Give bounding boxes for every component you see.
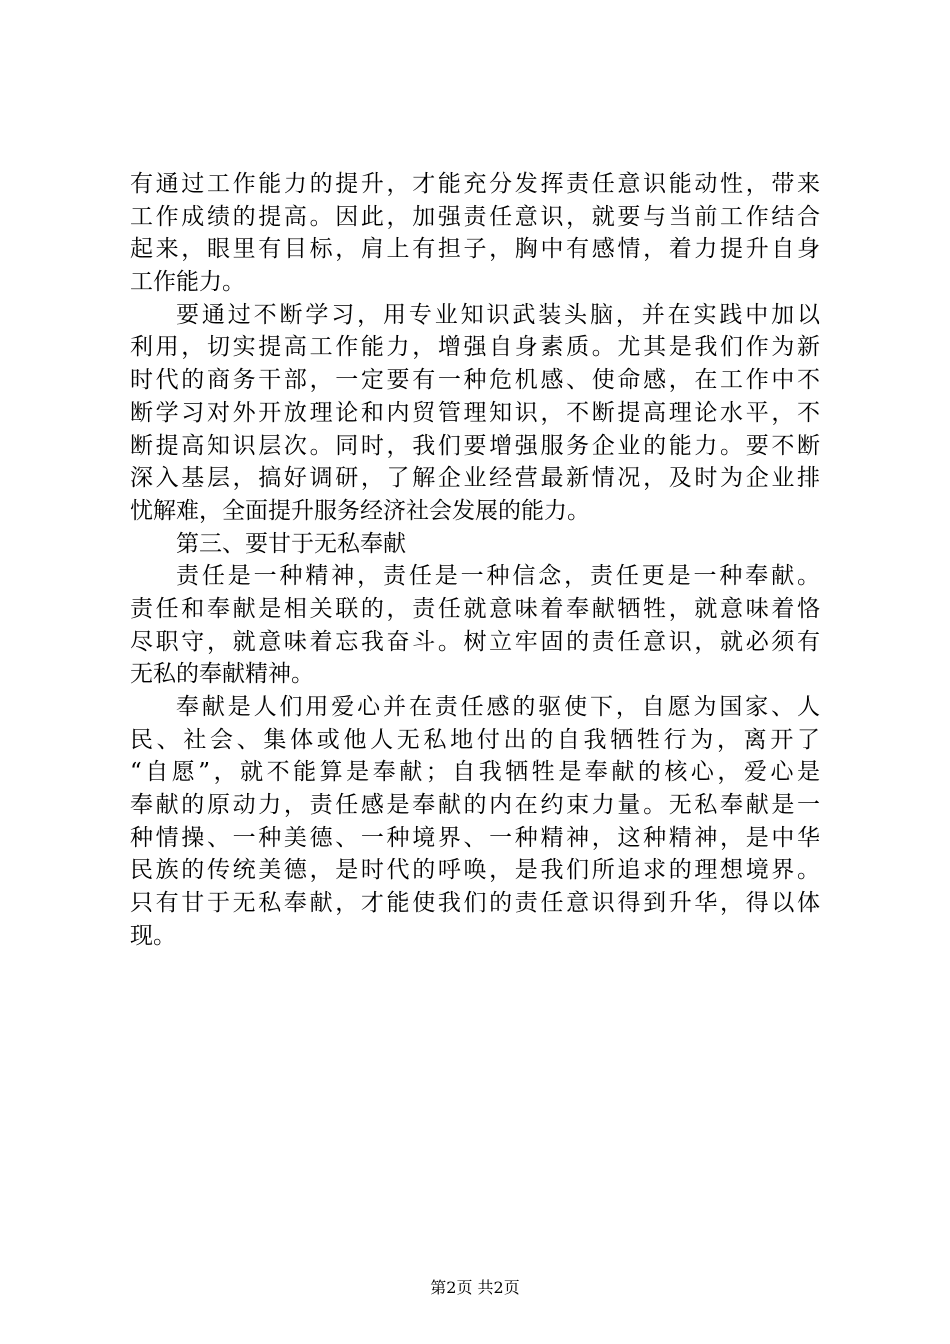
text-line: 断提高知识层次。同时，我们要增强服务企业的能力。要不断	[130, 432, 820, 459]
text-line: 奉献是人们用爱心并在责任感的驱使下，自愿为国家、人	[176, 694, 820, 720]
text-line: 奉献的原动力，责任感是奉献的内在约束力量。无私奉献是一	[130, 792, 820, 819]
text-line: 起来，眼里有目标，肩上有担子，胸中有感情，着力提升自身	[130, 236, 820, 263]
paragraph	[130, 691, 820, 953]
section-heading-text: 第三、要甘于无私奉献	[176, 530, 406, 557]
text-line: 工作成绩的提高。因此，加强责任意识，就要与当前工作结合	[130, 203, 820, 230]
text-line: 无私的奉献精神。	[130, 661, 314, 688]
text-line: 民族的传统美德，是时代的呼唤，是我们所追求的理想境界。	[130, 857, 820, 884]
text-line: 种情操、一种美德、一种境界、一种精神，这种精神，是中华	[130, 824, 820, 851]
text-line: 要通过不断学习，用专业知识武装头脑，并在实践中加以	[176, 301, 820, 328]
paragraph	[130, 560, 820, 691]
text-line: 利用，切实提高工作能力，增强自身素质。尤其是我们作为新	[130, 334, 820, 361]
text-line: 现。	[130, 922, 176, 949]
text-line: 有通过工作能力的提升，才能充分发挥责任意识能动性，带来	[130, 171, 820, 197]
text-line: 工作能力。	[130, 269, 245, 296]
text-line: 责任和奉献是相关联的，责任就意味着奉献牺牲，就意味着恪	[130, 595, 820, 622]
page-footer	[0, 1278, 950, 1298]
text-line: “自愿”，就不能算是奉献；自我牺牲是奉献的核心，爱心是	[130, 759, 820, 786]
page-number-label: 第2页 共2页	[430, 1278, 520, 1297]
paragraph	[130, 299, 820, 528]
paragraph	[130, 168, 820, 299]
text-line: 只有甘于无私奉献，才能使我们的责任意识得到升华，得以体	[130, 890, 820, 917]
section-heading	[130, 528, 820, 561]
text-line: 时代的商务干部，一定要有一种危机感、使命感，在工作中不	[130, 367, 820, 394]
text-line: 深入基层，搞好调研，了解企业经营最新情况，及时为企业排	[130, 465, 820, 492]
text-line: 尽职守，就意味着忘我奋斗。树立牢固的责任意识，就必须有	[130, 628, 820, 655]
text-line: 责任是一种精神，责任是一种信念，责任更是一种奉献。	[176, 563, 820, 590]
document-body	[130, 168, 820, 953]
text-line: 民、社会、集体或他人无私地付出的自我牺牲行为，离开了	[130, 726, 820, 753]
text-line: 忧解难，全面提升服务经济社会发展的能力。	[130, 497, 590, 524]
text-line: 断学习对外开放理论和内贸管理知识，不断提高理论水平，不	[130, 399, 820, 426]
